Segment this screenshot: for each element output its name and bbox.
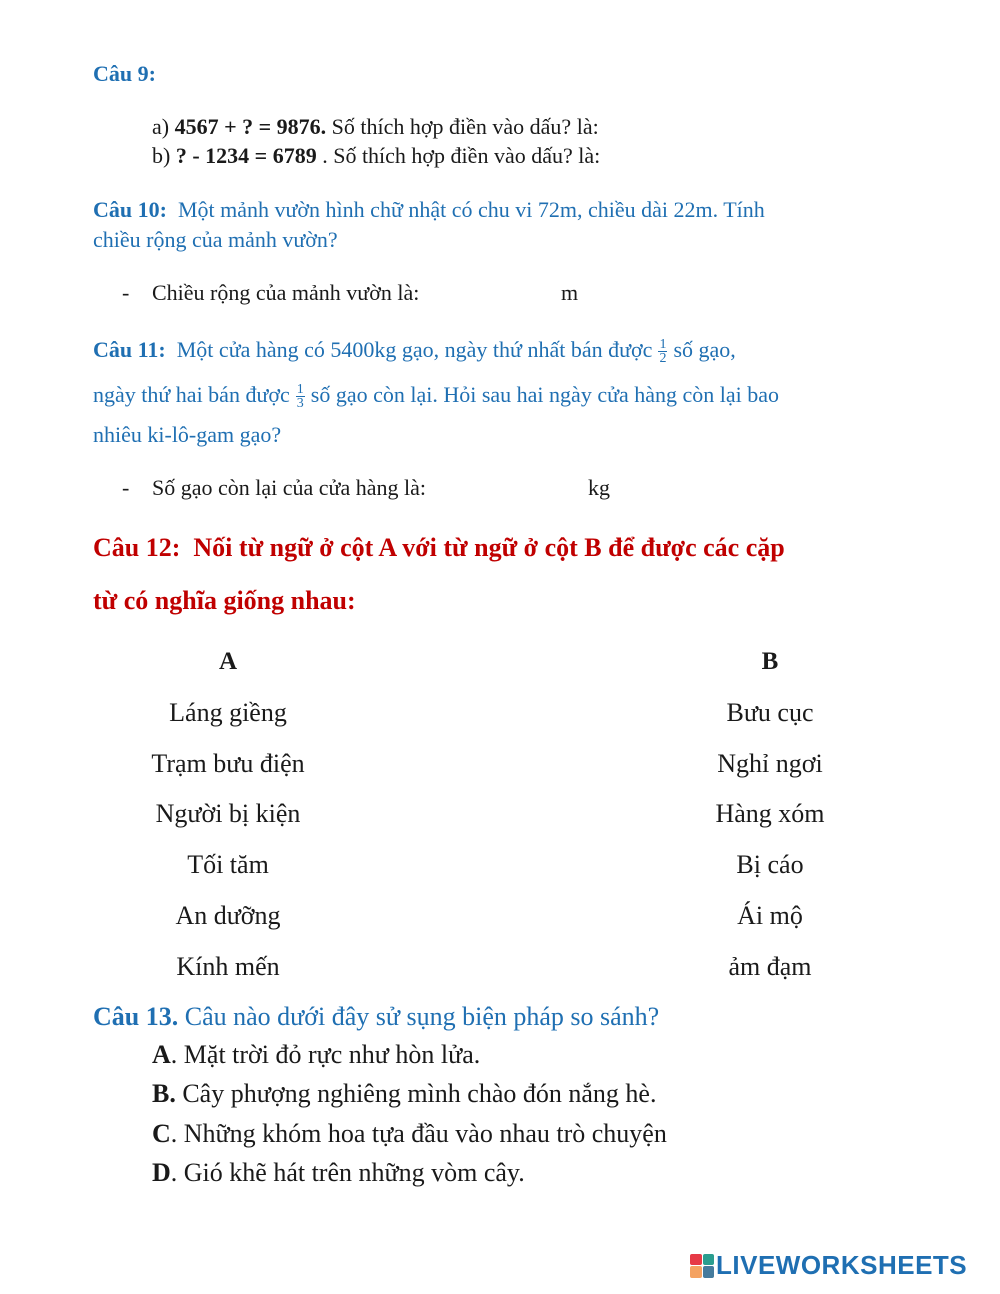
q10-text-line1: Một mảnh vườn hình chữ nhật có chu vi 72m, chiều dài 22m. Tính: [166, 197, 765, 222]
q13-question-line: [93, 1000, 659, 1034]
col-a-item[interactable]: An dưỡng: [175, 901, 281, 930]
q10-answer-label: Chiều rộng của mảnh vườn là:: [152, 280, 420, 305]
q11-line2: [93, 380, 779, 410]
col-a-item[interactable]: Trạm bưu điện: [151, 749, 305, 778]
q9-part-b: [152, 141, 748, 171]
option-text: . Mặt trời đỏ rực như hòn lửa.: [170, 1040, 481, 1069]
option-letter: B.: [152, 1079, 176, 1108]
col-b-item[interactable]: Nghỉ ngơi: [717, 749, 823, 778]
option-letter: D: [152, 1158, 171, 1187]
q11-frac2-numerator: 1: [296, 382, 304, 398]
q11-line1: [93, 335, 736, 365]
q11-unit: kg: [588, 475, 610, 500]
q9-b-expression: ? - 1234 = 6789: [175, 143, 317, 168]
q11-answer-label: Số gạo còn lại của cửa hàng là:: [152, 475, 426, 500]
q9-title: Câu 9:: [93, 61, 156, 86]
q13-question: Câu nào dưới đây sử sụng biện pháp so sánh?: [178, 1002, 660, 1031]
q9-a-prefix: a): [152, 114, 175, 139]
option-letter: C: [152, 1119, 171, 1148]
q11-fraction-one-half: [658, 338, 667, 365]
col-b-item[interactable]: ảm đạm: [728, 952, 812, 981]
logo-square: [690, 1254, 702, 1266]
column-a-header: A: [218, 648, 238, 675]
col-a-item[interactable]: Người bị kiện: [155, 799, 301, 828]
liveworksheets-logo: [690, 1250, 967, 1281]
q11-text-line2b: số gạo còn lại. Hỏi sau hai ngày cửa hàng còn lại bao: [310, 382, 780, 407]
logo-square: [703, 1254, 715, 1266]
q10-unit: m: [561, 280, 579, 305]
q11-dash: -: [122, 475, 130, 500]
option-letter: A: [152, 1040, 171, 1069]
option-text: Cây phượng nghiêng mình chào đón nắng hè.: [175, 1079, 657, 1108]
q11-text-line1a: Một cửa hàng có 5400kg gạo, ngày thứ nhất bán được: [165, 337, 653, 362]
q10-dash: -: [122, 280, 130, 305]
option-text: . Gió khẽ hát trên những vòm cây.: [170, 1158, 525, 1187]
q11-text-line1b: số gạo,: [673, 337, 736, 362]
q10-text-line2: chiều rộng của mảnh vườn?: [93, 227, 338, 252]
col-b-item[interactable]: Bưu cục: [726, 698, 814, 727]
q12-text-line2: từ có nghĩa giống nhau:: [93, 586, 356, 615]
q13-option-c[interactable]: [152, 1117, 667, 1151]
q9-part-a: [152, 112, 746, 142]
q11-answer-input[interactable]: [486, 476, 578, 502]
q11-frac1-denominator: 2: [659, 351, 667, 367]
q13-title: Câu 13.: [93, 1002, 179, 1031]
q9-b-answer-input[interactable]: [606, 145, 748, 171]
q9-b-suffix: . Số thích hợp điền vào dấu? là:: [316, 143, 601, 168]
col-a-item[interactable]: Láng giềng: [169, 698, 287, 727]
q11-text-line3: nhiêu ki-lô-gam gạo?: [93, 422, 282, 447]
column-b-header: B: [761, 648, 779, 675]
q12-title: Câu 12:: [93, 533, 181, 562]
q11-text-line2a: ngày thứ hai bán được: [93, 382, 290, 407]
col-a-item[interactable]: Tối tăm: [187, 850, 269, 879]
col-b-item[interactable]: Hàng xóm: [715, 799, 825, 828]
q13-option-d[interactable]: [152, 1156, 525, 1190]
logo-square: [703, 1266, 715, 1278]
q11-title: Câu 11:: [93, 337, 166, 362]
logo-mark-icon: [690, 1254, 714, 1278]
brand-name: LIVEWORKSHEETS: [716, 1250, 968, 1280]
q9-a-answer-input[interactable]: [604, 116, 746, 142]
q12-text-line1: Nối từ ngữ ở cột A với từ ngữ ở cột B để được các cặp: [180, 533, 785, 562]
q10-answer-input[interactable]: [482, 281, 554, 307]
q10-line1: [93, 195, 765, 225]
q9-a-expression: 4567 + ? = 9876.: [174, 114, 327, 139]
col-b-item[interactable]: Ái mộ: [737, 901, 803, 930]
q13-option-a[interactable]: [152, 1038, 480, 1072]
q11-frac1-numerator: 1: [659, 337, 667, 353]
q12-line1: [93, 531, 785, 565]
q9-b-prefix: b): [152, 143, 176, 168]
col-b-item[interactable]: Bị cáo: [736, 850, 804, 879]
q11-frac2-denominator: 3: [296, 396, 304, 412]
q11-fraction-one-third: [296, 383, 305, 410]
logo-square: [690, 1266, 702, 1278]
option-text: . Những khóm hoa tựa đầu vào nhau trò chuyện: [170, 1119, 667, 1148]
q9-a-suffix: Số thích hợp điền vào dấu? là:: [326, 114, 599, 139]
q10-title: Câu 10:: [93, 197, 167, 222]
col-a-item[interactable]: Kính mến: [176, 952, 280, 981]
q13-option-b[interactable]: [152, 1077, 656, 1111]
